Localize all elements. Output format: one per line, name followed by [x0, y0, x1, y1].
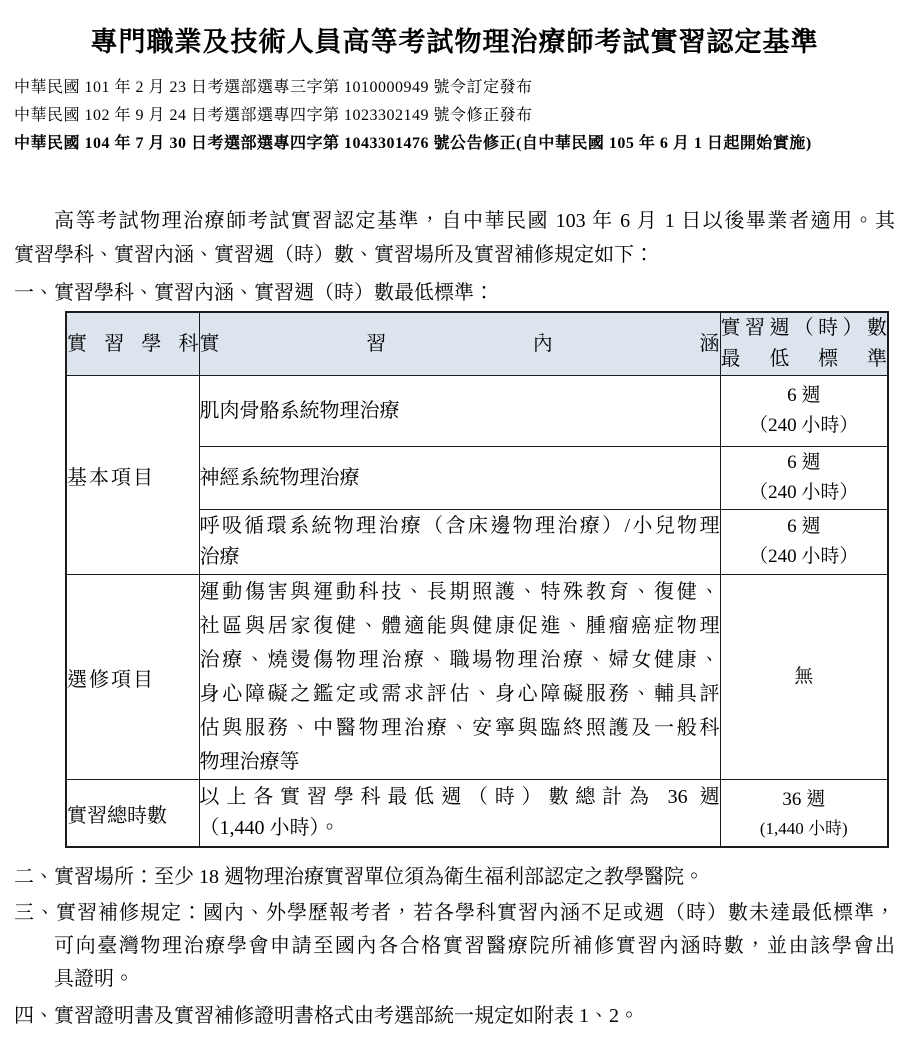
- section-item-remedial: [14, 897, 895, 996]
- intro-line-1: 高等考試物理治療師考試實習認定基準，自中華民國 103 年 6 月 1 日以後畢業者適用。其: [54, 210, 895, 232]
- elective-line-3: 治療、燒燙傷物理治療、職場物理治療、婦女健康、: [199, 649, 720, 671]
- section-item-certificates: 四、實習證明書及實習補修證明書格式由考選部統一規定如附表 1、2。: [14, 1005, 639, 1027]
- remedial-line-1: 三、實習補修規定：國內、外學歷報考者，若各學科實習內涵不足或週（時）數未達最低標準，: [14, 902, 895, 924]
- weeks-value: 6 週: [787, 452, 821, 473]
- document-page: [0, 26, 909, 1033]
- table-header-row: [66, 312, 888, 376]
- elective-line-5: 估與服務、中醫物理治療、安寧與臨終照護及一般科: [199, 717, 720, 739]
- standards-table: [65, 311, 889, 848]
- cell-category-elective: 選修項目: [66, 575, 199, 780]
- cell-standard-neurological: [720, 447, 888, 510]
- total-line-2: （1,440 小時）。: [199, 817, 340, 839]
- table-row-elective: [66, 575, 888, 780]
- hours-value: （240 小時）: [749, 546, 859, 567]
- cell-standard-musculoskeletal: [720, 376, 888, 447]
- cell-content-total: [199, 780, 720, 848]
- hours-value: （240 小時）: [749, 482, 859, 503]
- cell-standard-total: [720, 780, 888, 848]
- col-header-subject: [66, 312, 199, 376]
- cell-content-neurological: 神經系統物理治療: [199, 447, 720, 510]
- issuance-line-1: 中華民國 101 年 2 月 23 日考選部選專三字第 1010000949 號令訂定發布: [14, 79, 533, 96]
- cell-content-elective: [199, 575, 720, 780]
- intro-paragraph: [14, 204, 895, 272]
- col-header-standard-line-2: 最低標準: [720, 348, 887, 370]
- table-row-musculoskeletal: [66, 376, 888, 447]
- content-line-1: 呼吸循環系統物理治療（含床邊物理治療）/小兒物理: [199, 515, 720, 537]
- col-header-subject-text: 實習學科: [67, 332, 199, 355]
- page-title: 專門職業及技術人員高等考試物理治療師考試實習認定基準: [90, 27, 819, 57]
- issuance-line-2: 中華民國 102 年 9 月 24 日考選部選專四字第 1023302149 號令修正發布: [14, 107, 533, 124]
- elective-line-1: 運動傷害與運動科技、長期照護、特殊教育、復健、: [199, 581, 720, 603]
- col-header-content: [199, 312, 720, 376]
- cell-content-cardiopulmonary: [199, 510, 720, 575]
- hours-value: （240 小時）: [749, 415, 859, 436]
- cell-category-total: 實習總時數: [66, 780, 199, 848]
- issuance-line-3: 中華民國 104 年 7 月 30 日考選部選專四字第 1043301476 號公告修正(自中華民國 105 年 6 月 1 日起開始實施): [14, 135, 812, 152]
- col-header-standard-line-1: 實習週（時）數: [720, 317, 887, 339]
- remedial-line-3: 具證明。: [54, 968, 134, 990]
- cell-category-basic: 基本項目: [66, 376, 199, 575]
- content-line-2: 治療: [199, 546, 240, 568]
- weeks-value: 6 週: [787, 516, 821, 537]
- cell-standard-cardiopulmonary: [720, 510, 888, 575]
- col-header-standard: [720, 312, 888, 376]
- elective-line-6: 物理治療等: [199, 751, 300, 773]
- elective-line-4: 身心障礙之鑑定或需求評估、身心障礙服務、輔具評: [199, 683, 720, 705]
- elective-line-2: 社區與居家復健、體適能與健康促進、腫瘤癌症物理: [199, 615, 720, 637]
- hours-value: (1,440 小時): [759, 818, 848, 838]
- section-heading-standards: 一、實習學科、實習內涵、實習週（時）數最低標準：: [14, 282, 494, 304]
- intro-line-2: 實習學科、實習內涵、實習週（時）數、實習場所及實習補修規定如下：: [14, 244, 654, 266]
- weeks-value: 6 週: [787, 385, 821, 406]
- col-header-content-text: 實習內涵: [199, 332, 720, 355]
- table-row-total: [66, 780, 888, 848]
- remedial-line-2: 可向臺灣物理治療學會申請至國內各合格實習醫療院所補修實習內涵時數，並由該學會出: [54, 935, 895, 957]
- issuance-block: [14, 74, 895, 158]
- weeks-value: 36 週: [782, 788, 826, 810]
- cell-standard-elective: 無: [720, 575, 888, 780]
- cell-content-musculoskeletal: 肌肉骨骼系統物理治療: [199, 376, 720, 447]
- section-item-venue: 二、實習場所：至少 18 週物理治療實習單位須為衛生福利部認定之教學醫院。: [14, 866, 704, 888]
- total-line-1: 以上各實習學科最低週（時）數總計為 36 週: [199, 786, 720, 808]
